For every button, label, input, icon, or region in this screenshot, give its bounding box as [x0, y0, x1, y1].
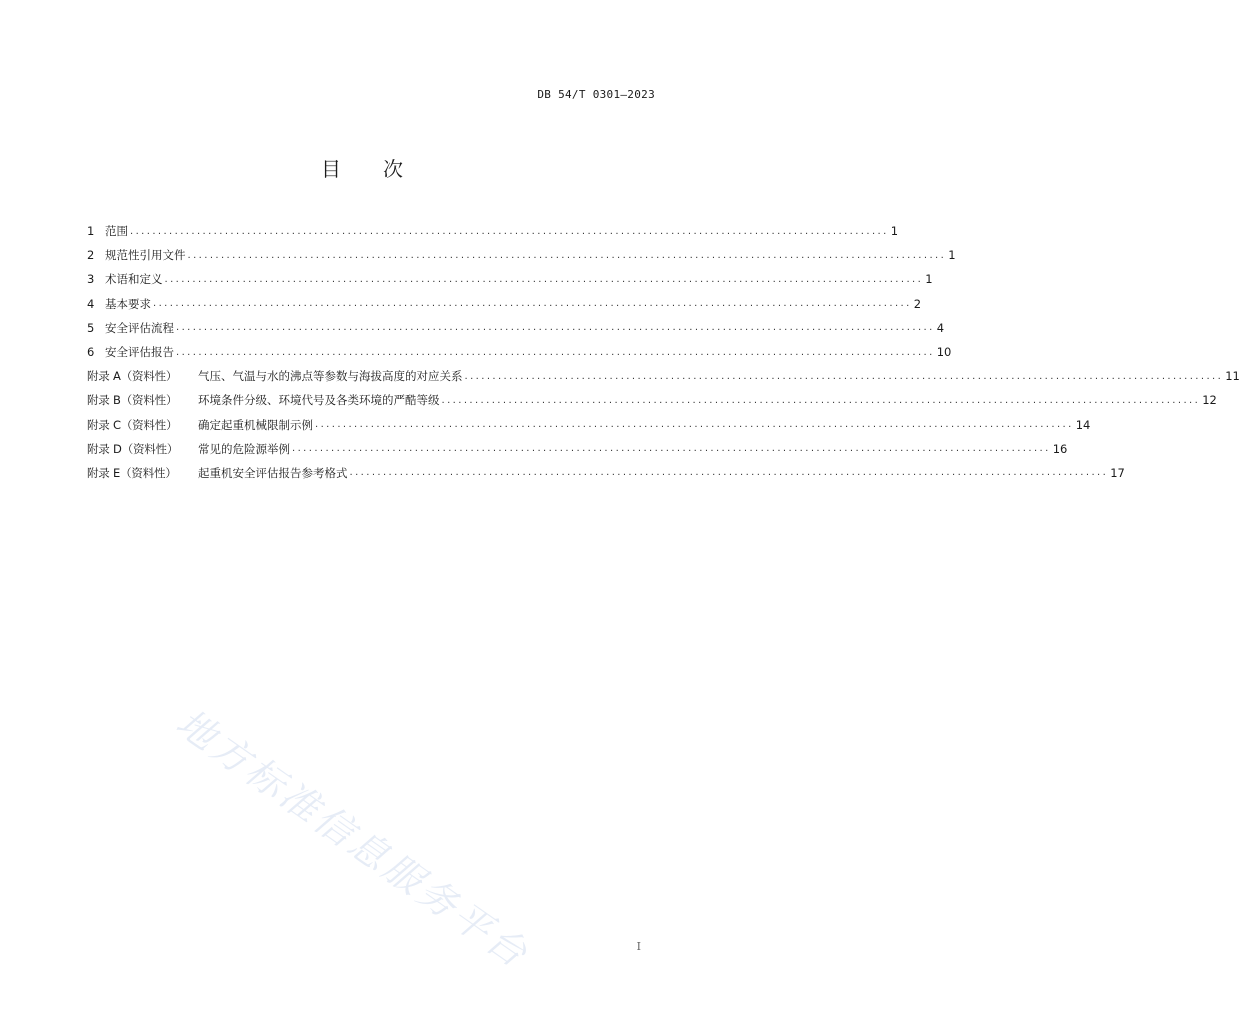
toc-leader-dots: ........................................................................................................................................ [187, 249, 947, 261]
toc-entry-label: 基本要求 [105, 296, 151, 311]
toc-entry-number: 3 [87, 272, 95, 287]
toc-entry-page: 2 [913, 296, 922, 311]
toc-appendix-entry[interactable] [87, 388, 1217, 412]
toc-entry-number: 2 [87, 248, 95, 263]
toc-leader-dots: ........................................................................................................................................ [464, 370, 1224, 382]
page-title-char-1: 目 [321, 157, 341, 181]
toc-appendix-heading: 附录 C（资料性） [87, 417, 178, 432]
toc-entry-number: 1 [87, 224, 95, 239]
toc-appendix-label: 起重机安全评估报告参考格式 [198, 465, 348, 480]
toc-leader-dots: ........................................................................................................................................ [176, 322, 935, 334]
watermark: 地方标准信息服务平台 [168, 700, 538, 978]
toc-appendix-page: 17 [1110, 465, 1125, 480]
toc-entry-label: 安全评估报告 [105, 345, 174, 360]
standard-code: DB 54/T 0301—2023 [537, 88, 655, 101]
toc-entry-page: 1 [925, 272, 933, 287]
toc-entry-label: 安全评估流程 [105, 320, 174, 335]
toc-leader-dots: ........................................................................................................................................ [130, 225, 889, 237]
toc-appendix-heading: 附录 E（资料性） [87, 465, 177, 480]
toc-appendix-page: 12 [1202, 393, 1217, 408]
toc-appendix-page: 14 [1075, 417, 1091, 432]
toc-entry-number: 6 [87, 345, 95, 360]
toc-entry[interactable] [87, 219, 899, 243]
toc-appendix-entry[interactable] [87, 461, 1125, 485]
page-title [0, 153, 724, 182]
toc-appendix-page: 11 [1225, 369, 1240, 384]
toc-appendix-label: 气压、气温与水的沸点等参数与海拔高度的对应关系 [198, 369, 463, 384]
toc-appendix-heading: 附录 B（资料性） [87, 393, 178, 408]
toc-entry-label: 规范性引用文件 [105, 248, 186, 263]
page-number: I [636, 940, 641, 953]
toc-entry-number: 5 [87, 320, 95, 335]
page-title-char-2: 次 [383, 157, 403, 181]
toc-leader-dots: ........................................................................................................................................ [153, 298, 912, 310]
toc-entry-page: 4 [936, 320, 945, 335]
toc-leader-dots: ........................................................................................................................................ [292, 443, 1051, 455]
toc-appendix-entry[interactable] [87, 364, 1240, 388]
toc-appendix-page: 16 [1052, 441, 1068, 456]
toc-entry[interactable] [87, 292, 922, 316]
toc-entry-page: 10 [936, 345, 952, 360]
toc-appendix-entry[interactable] [87, 437, 1068, 461]
toc-entry-page: 1 [890, 224, 899, 239]
toc-entry[interactable] [87, 340, 952, 364]
toc-entry-label: 范围 [105, 224, 128, 239]
toc-appendix-label: 环境条件分级、环境代号及各类环境的严酷等级 [198, 393, 440, 408]
toc-appendix-label: 常见的危险源举例 [198, 441, 290, 456]
toc-appendix-entry[interactable] [87, 413, 1091, 437]
toc-entry-page: 1 [948, 248, 956, 263]
toc-leader-dots: ........................................................................................................................................ [176, 346, 935, 358]
toc-entry[interactable] [87, 243, 956, 267]
toc-entry-label: 术语和定义 [105, 272, 163, 287]
table-of-contents [87, 219, 1240, 485]
toc-entry[interactable] [87, 267, 933, 291]
toc-entry-number: 4 [87, 296, 95, 311]
toc-appendix-label: 确定起重机械限制示例 [198, 417, 313, 432]
toc-entry[interactable] [87, 316, 945, 340]
toc-leader-dots: ........................................................................................................................................ [164, 273, 924, 285]
toc-leader-dots: ........................................................................................................................................ [349, 467, 1109, 479]
toc-leader-dots: ........................................................................................................................................ [315, 419, 1074, 431]
toc-leader-dots: ........................................................................................................................................ [441, 394, 1201, 406]
toc-appendix-heading: 附录 A（资料性） [87, 369, 178, 384]
toc-appendix-heading: 附录 D（资料性） [87, 441, 179, 456]
